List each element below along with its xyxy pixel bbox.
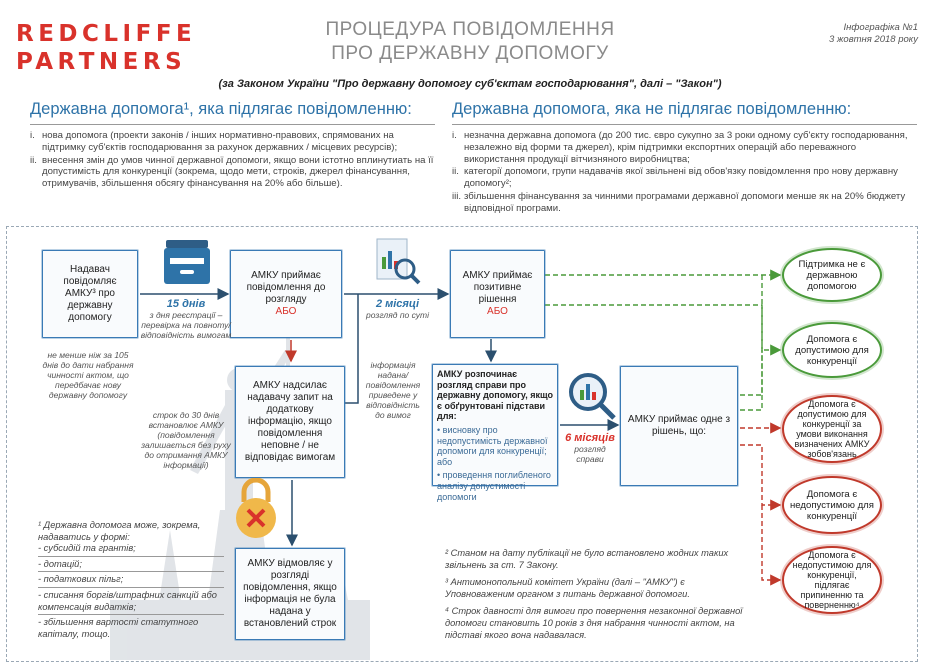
title-line2: ПРО ДЕРЖАВНУ ДОПОМОГУ — [331, 43, 609, 64]
aid-form-item: - податкових пільг; — [38, 574, 224, 588]
outcome-not-state-aid: Підтримка не є державною допомогою — [782, 248, 882, 302]
amku-request-box: АМКУ надсилає надавачу запит на додаткову інформацію, якщо повідомлення неповне / не відповідає вимогам — [235, 366, 345, 478]
footnote-2: ² Станом на дату публікації не було встановлено жодних таких звільнень за ст. 7 Закону. — [445, 548, 729, 570]
amku-accepts-box — [230, 250, 342, 338]
item-text: незначна державна допомога (до 200 тис. євро сукупно за 3 роки одному суб'єкту господарювання, незалежно від форми та джерел), крім підтримки експортних операцій або переважного використання продукції вітчизняного виробництва; — [464, 130, 908, 165]
item-number: i. — [30, 130, 35, 141]
amku-accepts-text: АМКУ приймає повідомлення до розгляду — [246, 270, 326, 305]
arrow-decision-to-outcome1 — [740, 275, 762, 410]
footnote-aid-forms — [38, 520, 224, 640]
months2-note: розгляд по суті — [366, 310, 429, 320]
term-30-days-note: строк до 30 днів встановлює АМКУ (повідомлення залишається без руху до отримання АМКУ інформації) — [141, 410, 231, 470]
days15-note: з дня реєстрації – перевірка на повноту/ відповідність вимогам — [140, 310, 232, 340]
start-case-title: АМКУ розпочинає розгляд справи про державну допомогу, якщо є обґрунтовані підстави для: — [437, 369, 553, 422]
start-case-bullet1: • висновку про недопустимість державної допомоги для конкуренції; або — [437, 424, 548, 467]
amku-refuse-box: АМКУ відмовляє у розгляді повідомлення, якщо інформація не була надана у встановлений строк — [235, 548, 345, 640]
footnotes-right — [445, 548, 745, 641]
outcome-permissible-with-conditions: Допомога є допустимою для конкуренції за умови виконання визначених АМКУ зобов'язань — [782, 395, 882, 463]
amku-positive-box — [450, 250, 545, 338]
item-number: ii. — [30, 154, 37, 166]
chart-magnifier-icon — [566, 370, 618, 422]
duration-15-days — [140, 298, 232, 340]
aid-form-item: - списання боргів/штрафних санкцій або компенсація видатків; — [38, 590, 224, 615]
item-text: внесення змін до умов чинної державної допомоги, якщо вони істотно вплинутиать на її допустимість для конкуренції (зокрема, щодо мети, строків, джерел фінансування, отримувачів, збільшення обсягу фінансування на 20% або більше). — [42, 154, 434, 190]
footnote-3: ³ Антимонопольний комітет України (далі – "АМКУ") є Уповноваженим органом з питань державної допомоги. — [445, 577, 690, 599]
months6-label: 6 місяців — [565, 432, 615, 444]
item-text: збільшення фінансування за чинними програмами державної допомоги менше як на 20% бюджету відповідної програми. — [464, 190, 906, 214]
months2-label: 2 місяці — [375, 298, 420, 310]
report-magnifier-icon — [373, 235, 423, 289]
item-text: категорії допомоги, групи надавачів якої звільнені від обов'язку повідомлення про нову державну допомогу²; — [464, 166, 898, 190]
outcome-permissible: Допомога є допустимою для конкуренції — [782, 322, 882, 378]
amku-positive-text: АМКУ приймає позитивне рішення — [462, 270, 533, 305]
logo-line2: PARTNERS — [16, 49, 187, 75]
arrow-positive-to-outcome2 — [545, 305, 780, 350]
duration-6-months — [560, 432, 620, 464]
duration-2-months — [350, 298, 445, 320]
provider-notifies-box: Надавач повідомляє АМКУ³ про державну допомогу — [42, 250, 138, 338]
or-label: АБО — [487, 306, 508, 317]
item-text: нова допомога (проекти законів / інших нормативно-правових, спрямованих на підтримку суб'єктів господарювання за рахунок державних / місцевих ресурсів); — [42, 130, 398, 153]
bullet-text: проведення поглибленого аналізу допустимості допомоги — [437, 470, 551, 502]
or-label: АБО — [275, 306, 297, 317]
outcome-impermissible: Допомога є недопустимою для конкуренції — [782, 476, 882, 534]
title-line1: ПРОЦЕДУРА ПОВІДОМЛЕННЯ — [325, 19, 615, 40]
days15-label: 15 днів — [166, 298, 206, 310]
aid-form-item: - субсидій та грантів; — [38, 543, 224, 557]
archive-tray-icon — [160, 236, 214, 290]
padlock-cross-icon — [232, 478, 280, 540]
arrow-decision-to-outcome5 — [762, 505, 780, 580]
not-less-105-days-note: не менше ніж за 105 днів до дати набрання чинності актом, що передбачає нову державну допомогу — [42, 350, 134, 400]
publication-date: 3 жовтня 2018 року — [828, 34, 918, 45]
amku-start-case-box — [432, 364, 558, 502]
footnote-aid-forms-intro: ¹ Державна допомога може, зокрема, надаватись у формі: — [38, 520, 201, 542]
arrow-decision-to-outcome4 — [740, 445, 780, 505]
item-number: iii. — [452, 190, 462, 202]
bullet-text: висновку про недопустимість державної допомоги для конкуренції; або — [437, 424, 548, 467]
infographic-number: Інфографіка №1 — [843, 22, 918, 33]
aid-form-item: - збільшення вартості статутного капіталу, тощо. — [38, 617, 199, 639]
footnote-4: ⁴ Строк давності для вимоги про повернення незаконної державної допомоги становить 10 років з дня набрання чинності актом, на підставі якого вона надавалася. — [445, 606, 743, 640]
start-case-bullet2: • проведення поглибленого аналізу допустимості допомоги — [437, 470, 551, 502]
logo-line1: REDCLIFFE — [16, 21, 197, 47]
outcome-impermissible-recovery: Допомога є недопустимою для конкуренції, підлягає припиненню та поверненню⁴ — [782, 546, 882, 614]
item-number: i. — [452, 130, 457, 141]
info-provided-note: інформація надана/ повідомлення приведене у відповідність до вимог — [365, 360, 421, 420]
arrow-decision-to-outcome2 — [740, 350, 762, 395]
months6-note: розгляд справи — [574, 444, 606, 464]
aid-form-item: - дотацій; — [38, 559, 224, 573]
amku-decision-box: АМКУ приймає одне з рішень, що: — [620, 366, 738, 486]
page-subtitle: (за Законом України "Про державну допомогу суб'єктам господарювання", далі – "Закон") — [218, 78, 722, 90]
item-number: ii. — [452, 166, 459, 178]
right-section-heading: Державна допомога, яка не підлягає повідомленню: — [452, 100, 852, 118]
left-section-heading: Державна допомога¹, яка підлягає повідомленню: — [30, 100, 412, 118]
